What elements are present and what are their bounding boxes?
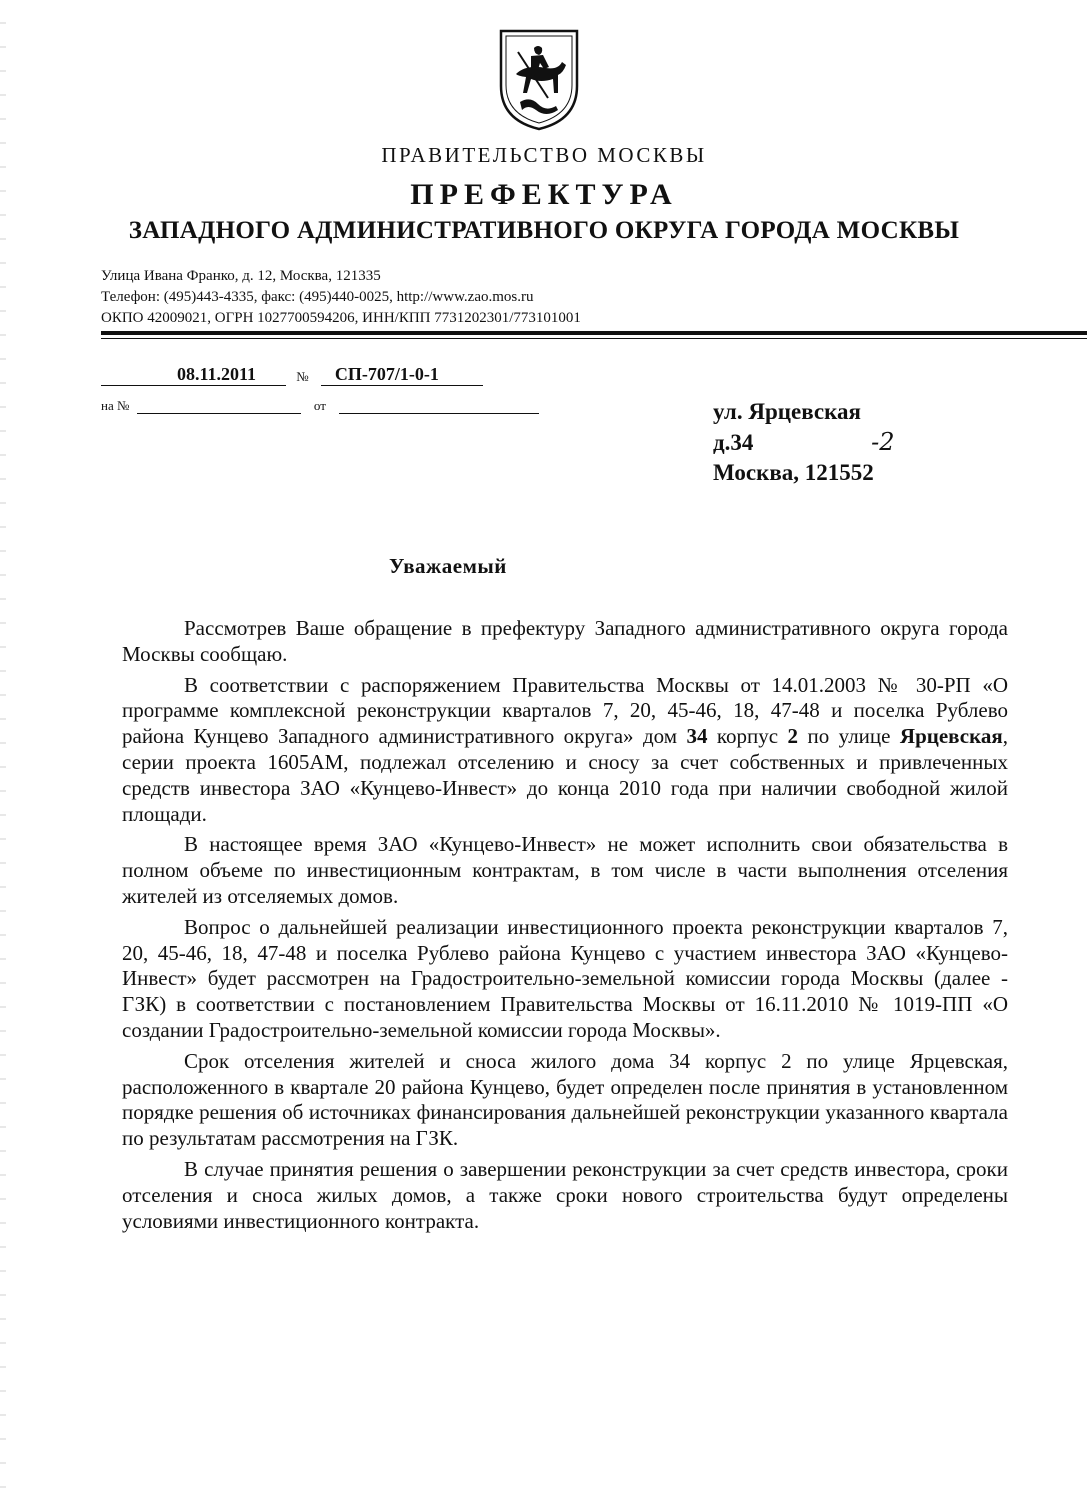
date-underline-right — [256, 385, 286, 386]
number-underline-left — [321, 385, 335, 386]
greeting: Уважаемый — [389, 554, 507, 578]
street-name-bold: Ярцевская — [899, 724, 1003, 749]
date-underline-left — [101, 385, 177, 386]
paragraph-2-text-g: , серии проекта 1605АМ, подлежал отселению и сносу за счет собственных и привлеченных средств инвестора ЗАО «Кунцево-Инвест» до конца 2010 года при наличии свободной жилой площади. — [122, 724, 1008, 826]
reply-number-label: на № — [101, 398, 130, 413]
paragraph-4: Вопрос о дальнейшей реализации инвестиционного проекта реконструкции кварталов 7, 20, 45-46, 18, 47-48 и поселка Рублево района Кунцево с участием инвестора ЗАО «Кунцево-Инвест» будет рассмотрен на Градостроительно-земельной комиссии города Москвы (далее - ГЗК) в соответствии с постановлением Правительства Москвы от 16.11.2010 № 1019-ПП «О создании Градостроительно-земельной комиссии города Москвы». — [122, 914, 1008, 1042]
district-title: ЗАПАДНОГО АДМИНИСТРАТИВНОГО ОКРУГА ГОРОДА МОСКВЫ — [128, 217, 960, 244]
addressee-house-number: д.34 — [713, 430, 754, 455]
addressee-city: Москва, 121552 — [713, 460, 874, 485]
reply-reference-line — [101, 398, 539, 414]
paragraph-2-text-a: В соответствии с распоряжением Правительства Москвы от 14.01.2003 № 30-РП «О программе комплексной реконструкции кварталов 7, 20, 45-46, 18, 47-48 и поселка Рублево района Кунцево Западного административного округа» дом — [122, 672, 1008, 749]
reply-from-blank — [339, 401, 539, 414]
paragraph-5: Срок отселения жителей и сноса жилого дома 34 корпус 2 по улице Ярцевская, расположенного в квартале 20 района Кунцево, будет определен после принятия в установленном порядке решения об источниках финансирования дальнейшей реконструкции указанного квартала по результатам рассмотрения на ГЗК. — [122, 1048, 1008, 1151]
paragraph-1: Рассмотрев Ваше обращение в префектуру Западного административного округа города Москвы сообщаю. — [122, 616, 1008, 666]
number-sign: № — [296, 369, 309, 384]
reply-number-blank — [137, 401, 301, 414]
prefecture-title: ПРЕФЕКТУРА — [410, 178, 678, 211]
registration-line — [101, 364, 483, 386]
reply-from-label: от — [313, 398, 326, 413]
paragraph-6: В случае принятия решения о завершении реконструкции за счет средств инвестора, сроки отселения и сноса жилых домов, а также сроки нового строительства будут определены условиями инвестиционного контракта. — [122, 1156, 1008, 1233]
paragraph-2-text-c: корпус — [707, 724, 788, 749]
building-number-bold: 2 — [787, 724, 799, 749]
addressee-house-suffix: -2 — [871, 428, 895, 456]
address-line: Улица Ивана Франко, д. 12, Москва, 121335 — [101, 268, 381, 284]
paragraph-3: В настоящее время ЗАО «Кунцево-Инвест» не может исполнить свои обязательства в полном объеме по инвестиционным контрактам, в том числе в части выполнения отселения жителей из отселяемых домов. — [122, 832, 1008, 908]
house-number-bold: 34 — [686, 724, 708, 749]
header-divider-thin — [101, 338, 1087, 339]
number-underline-right — [439, 385, 483, 386]
phone-line: Телефон: (495)443-4335, факс: (495)440-0025, http://www.zao.mos.ru — [101, 289, 534, 305]
registration-number: СП-707/1-0-1 — [334, 364, 439, 384]
contact-block — [101, 266, 581, 329]
registration-date: 08.11.2011 — [177, 364, 257, 384]
addressee-street: ул. Ярцевская — [713, 399, 861, 424]
addressee-block — [713, 397, 895, 488]
paragraph-2-text-e: по улице — [798, 724, 900, 749]
codes-line: ОКПО 42009021, ОГРН 1027700594206, ИНН/КПП 7731202301/773101001 — [101, 310, 581, 326]
moscow-coat-of-arms-icon — [498, 28, 580, 132]
paragraph-2 — [122, 673, 1008, 828]
letter-body — [122, 616, 1008, 1239]
government-title: ПРАВИТЕЛЬСТВО МОСКВЫ — [381, 143, 707, 167]
header-divider-thick — [101, 331, 1087, 335]
addressee-house — [713, 427, 895, 458]
